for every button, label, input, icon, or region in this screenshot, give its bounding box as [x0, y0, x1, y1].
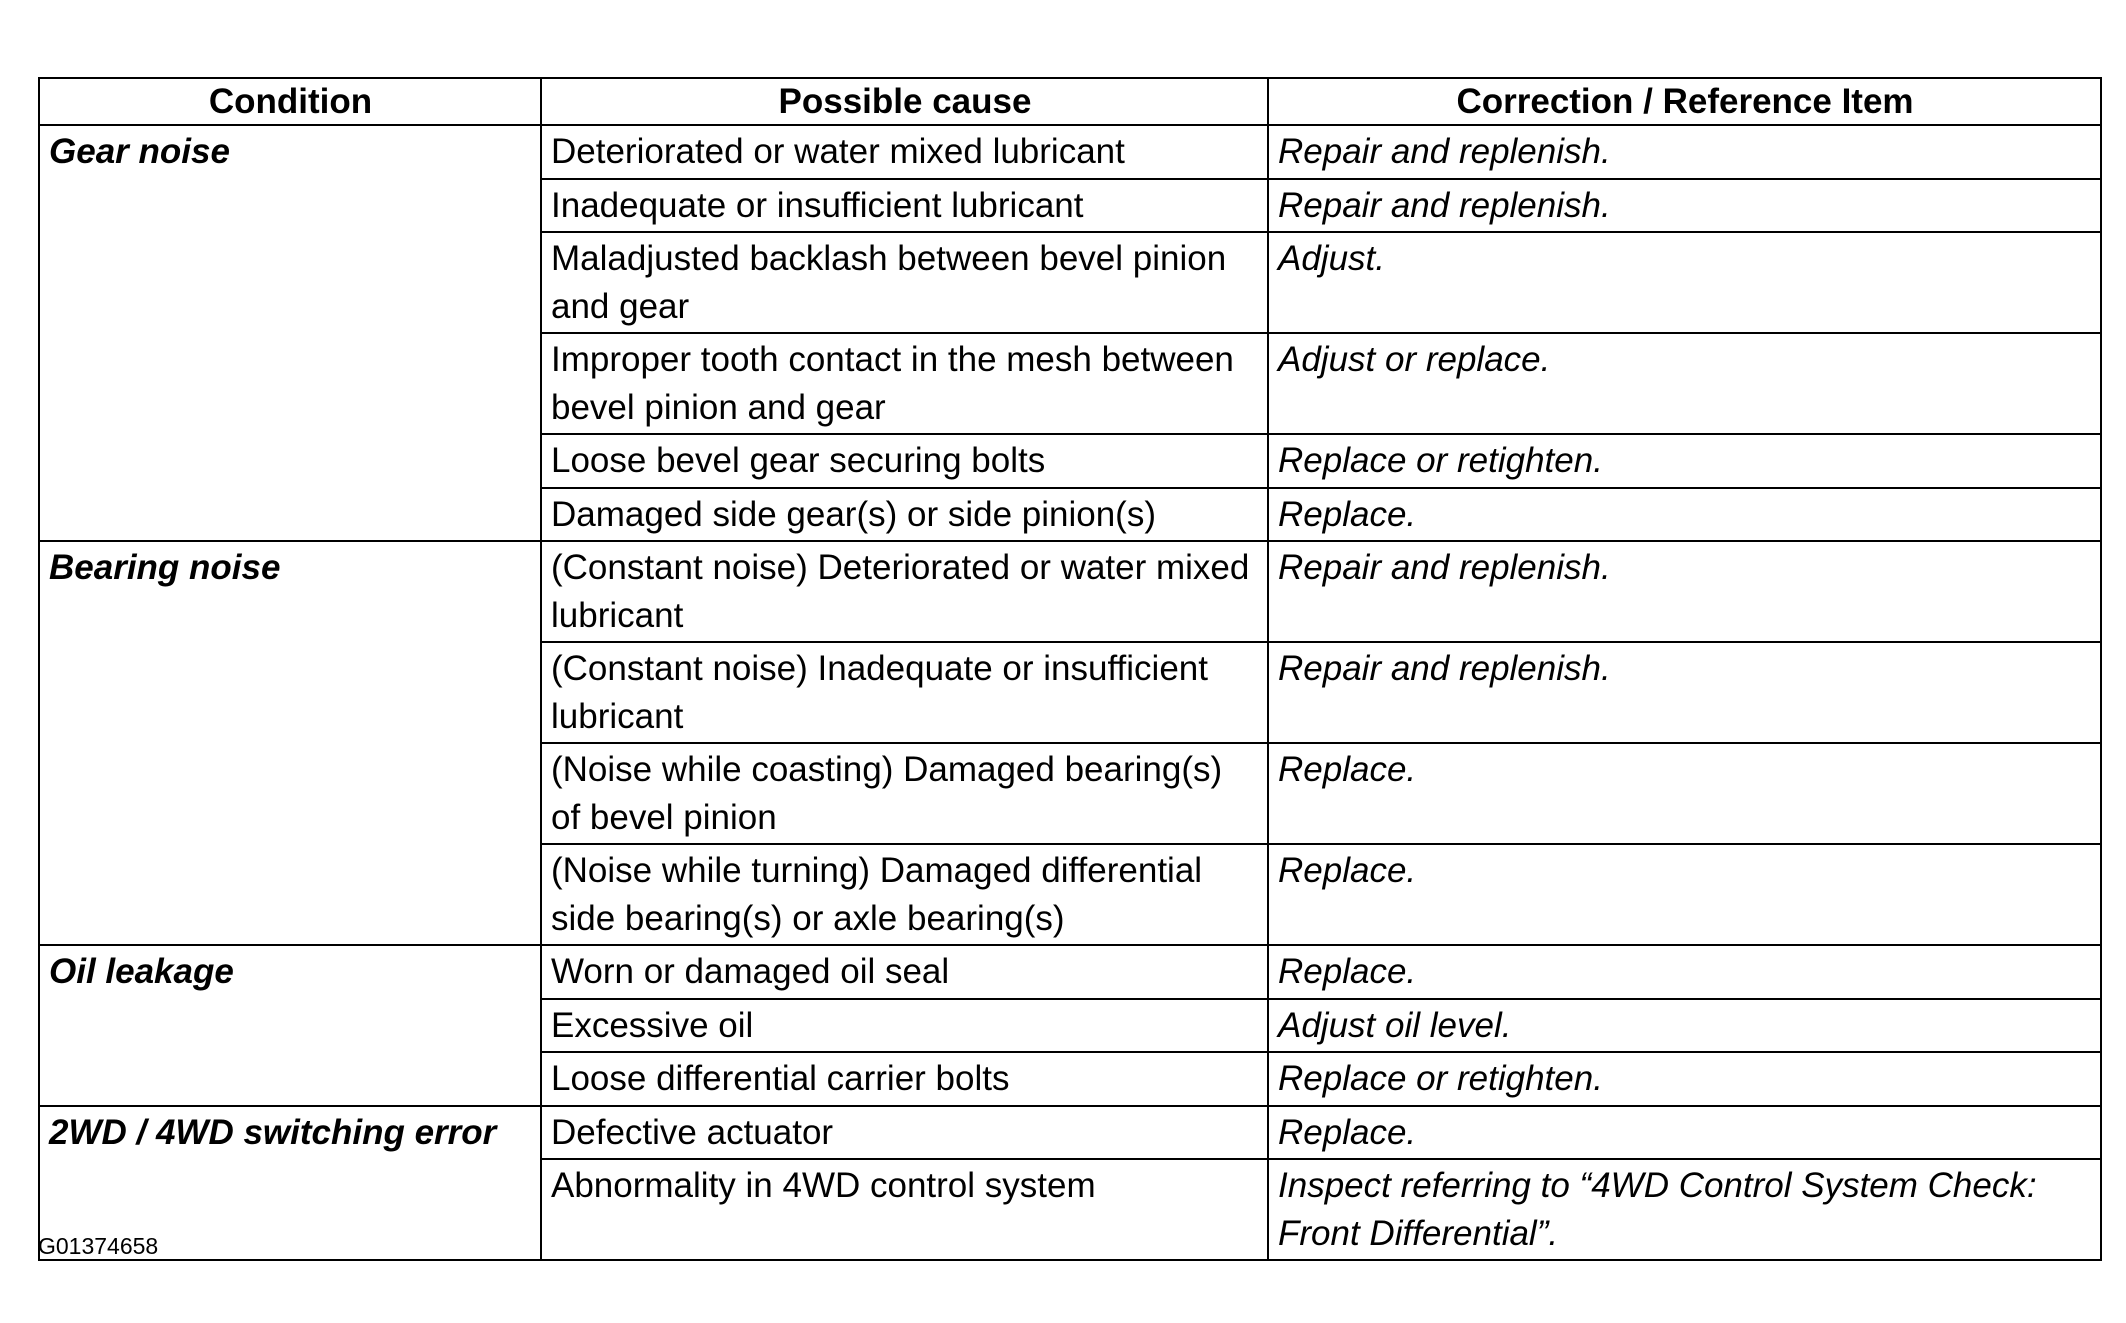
correction-cell: Repair and replenish. [1268, 125, 2101, 179]
correction-cell: Replace. [1268, 1106, 2101, 1160]
correction-cell: Repair and replenish. [1268, 541, 2101, 642]
cause-cell: Maladjusted backlash between bevel pinion and gear [541, 232, 1268, 333]
cause-cell: (Noise while coasting) Damaged bearing(s) of bevel pinion [541, 743, 1268, 844]
cause-cell: Inadequate or insufficient lubricant [541, 179, 1268, 233]
cause-cell: Worn or damaged oil seal [541, 945, 1268, 999]
cause-cell: (Constant noise) Inadequate or insufficient lubricant [541, 642, 1268, 743]
correction-cell: Replace. [1268, 743, 2101, 844]
correction-cell: Repair and replenish. [1268, 179, 2101, 233]
correction-cell: Replace. [1268, 844, 2101, 945]
cause-cell: Abnormality in 4WD control system [541, 1159, 1268, 1260]
cause-cell: Damaged side gear(s) or side pinion(s) [541, 488, 1268, 542]
correction-cell: Adjust or replace. [1268, 333, 2101, 434]
table-row [39, 125, 2101, 179]
correction-cell: Replace or retighten. [1268, 1052, 2101, 1106]
correction-cell: Repair and replenish. [1268, 642, 2101, 743]
correction-cell: Replace. [1268, 945, 2101, 999]
condition-cell: 2WD / 4WD switching error [39, 1106, 541, 1261]
cause-cell: Improper tooth contact in the mesh between bevel pinion and gear [541, 333, 1268, 434]
cause-cell: Deteriorated or water mixed lubricant [541, 125, 1268, 179]
troubleshooting-table [38, 77, 2102, 1261]
header-condition: Condition [39, 78, 541, 125]
cause-cell: (Noise while turning) Damaged differential side bearing(s) or axle bearing(s) [541, 844, 1268, 945]
condition-cell: Bearing noise [39, 541, 541, 945]
header-possible-cause: Possible cause [541, 78, 1268, 125]
cause-cell: Loose differential carrier bolts [541, 1052, 1268, 1106]
correction-cell: Replace or retighten. [1268, 434, 2101, 488]
table-row [39, 541, 2101, 642]
cause-cell: Excessive oil [541, 999, 1268, 1053]
header-row [39, 78, 2101, 125]
correction-cell: Adjust oil level. [1268, 999, 2101, 1053]
condition-cell: Gear noise [39, 125, 541, 541]
correction-cell: Replace. [1268, 488, 2101, 542]
correction-cell: Adjust. [1268, 232, 2101, 333]
cause-cell: (Constant noise) Deteriorated or water mixed lubricant [541, 541, 1268, 642]
cause-cell: Loose bevel gear securing bolts [541, 434, 1268, 488]
condition-cell: Oil leakage [39, 945, 541, 1106]
figure-id: G01374658 [38, 1233, 159, 1259]
cause-cell: Defective actuator [541, 1106, 1268, 1160]
table-row [39, 1106, 2101, 1160]
header-correction: Correction / Reference Item [1268, 78, 2101, 125]
correction-cell: Inspect referring to “4WD Control System Check: Front Differential”. [1268, 1159, 2101, 1260]
table-row [39, 945, 2101, 999]
